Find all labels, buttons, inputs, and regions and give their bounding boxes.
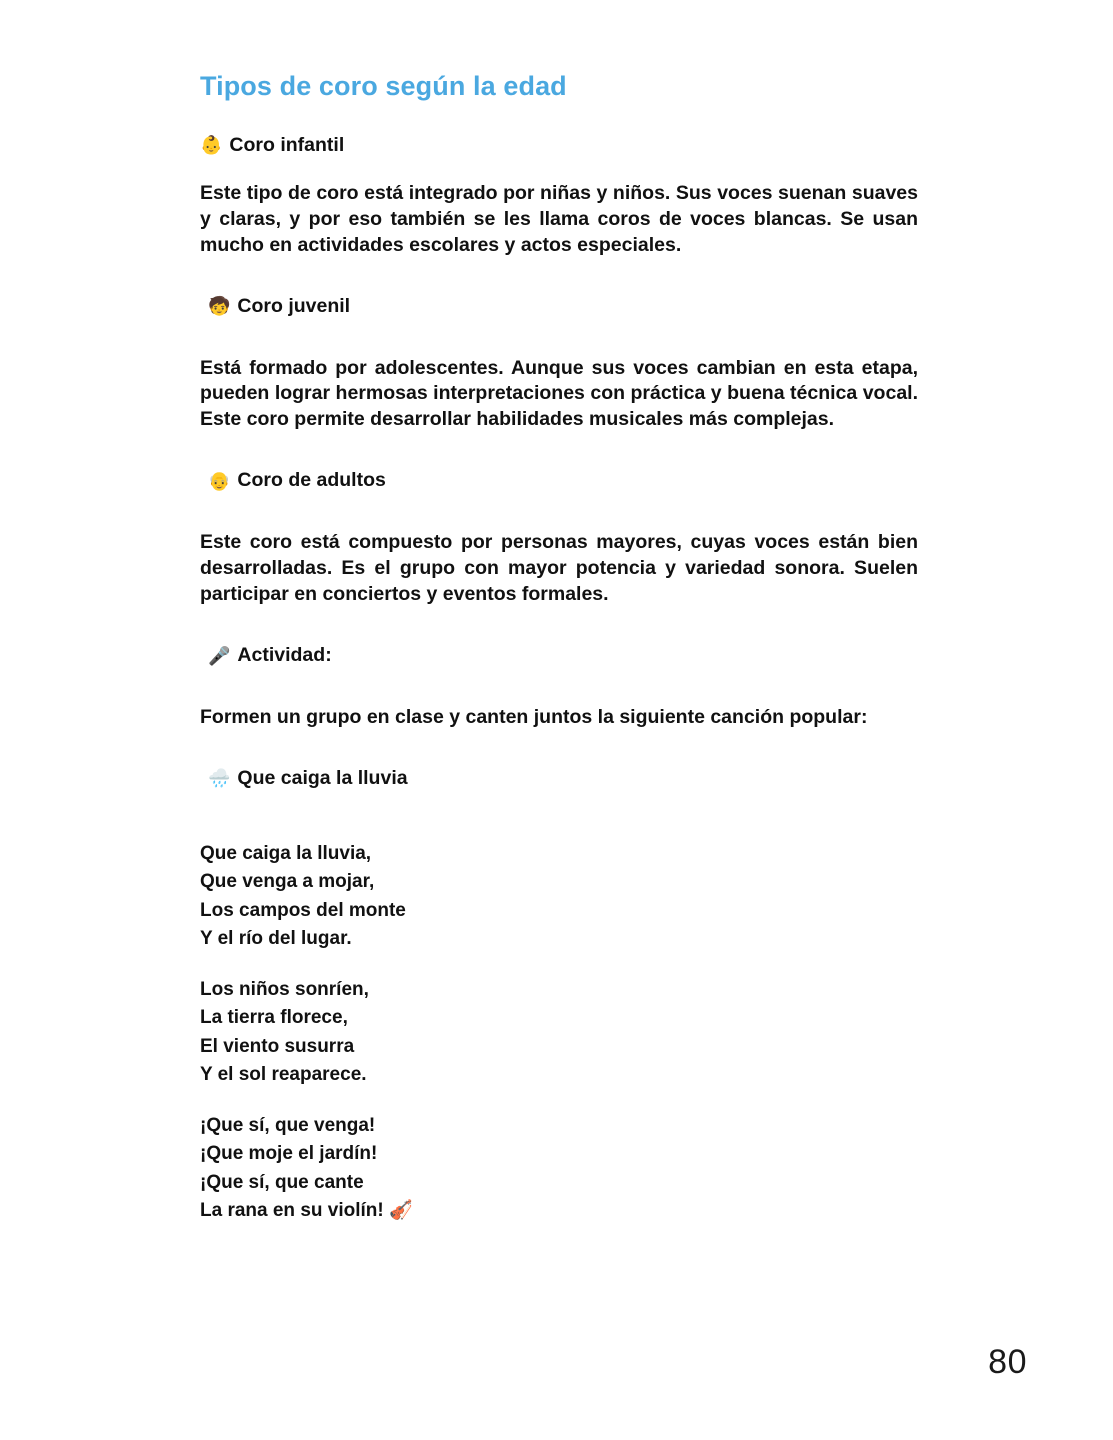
child-emoji: 🧒 [208,296,231,317]
section-heading-coro-infantil [200,134,918,157]
lyric-line: Y el sol reaparece. [200,1064,367,1086]
page-title: Tipos de coro según la edad [200,71,567,101]
lyric-line: Que caiga la lluvia, [200,842,372,864]
song-stanza-2 [200,976,918,1090]
lyric-line: ¡Que sí, que venga! [200,1114,376,1136]
lyric-line: La tierra florece, [200,1007,348,1029]
section-heading-label: Coro de adultos [237,469,386,492]
lyric-line: El viento susurra [200,1035,355,1057]
song-stanza-1 [200,840,918,954]
microphone-emoji: 🎤 [208,645,231,666]
lyric-line: Que venga a mojar, [200,871,375,893]
section-heading-label: Coro infantil [229,133,345,156]
older-person-emoji: 👴 [208,470,231,491]
section-heading-label: Coro juvenil [237,294,351,317]
rain-cloud-emoji: 🌧️ [208,768,231,789]
lyric-line: ¡Que moje el jardín! [200,1143,378,1165]
spacer [200,691,918,705]
lyric-line: Los niños sonríen, [200,978,369,1000]
section-heading-coro-juvenil [208,295,918,318]
section-paragraph-coro-juvenil: Está formado por adolescentes. Aunque sus voces cambian en esta etapa, pueden lograr hermosas interpretaciones con práctica y buena técnica vocal. Este coro permite desarrollar habilidades musicales más complejas. [200,356,918,431]
section-paragraph-coro-de-adultos: Este coro está compuesto por personas mayores, cuyas voces están bien desarrolladas. Es el grupo con mayor potencia y variedad sonora. Suelen participar en conciertos y eventos formales. [200,531,918,606]
lyric-line: Los campos del monte [200,899,406,921]
song-title-label: Que caiga la lluvia [237,766,408,789]
activity-paragraph: Formen un grupo en clase y canten juntos la siguiente canción popular: [200,706,868,729]
song-stanza-3 [200,1112,918,1226]
lyric-line: ¡Que sí, que cante [200,1171,364,1193]
spacer [200,342,918,356]
baby-emoji: 👶 [200,135,223,156]
spacer [200,814,918,840]
section-heading-coro-de-adultos [208,469,918,492]
section-paragraph-coro-infantil: Este tipo de coro está integrado por niñas y niños. Sus voces suenan suaves y claras, y por eso también se les llama coros de voces blancas. Se usan mucho en actividades escolares y actos especiales. [200,181,918,256]
page-content [200,70,918,1248]
lyric-line: La rana en su violín! 🎻 [200,1200,413,1222]
activity-heading [208,644,918,667]
page-number: 80 [988,1343,1027,1381]
spacer [200,516,918,530]
activity-heading-label: Actividad: [237,644,332,667]
song-title-heading [208,767,918,790]
lyric-line: Y el río del lugar. [200,928,352,950]
